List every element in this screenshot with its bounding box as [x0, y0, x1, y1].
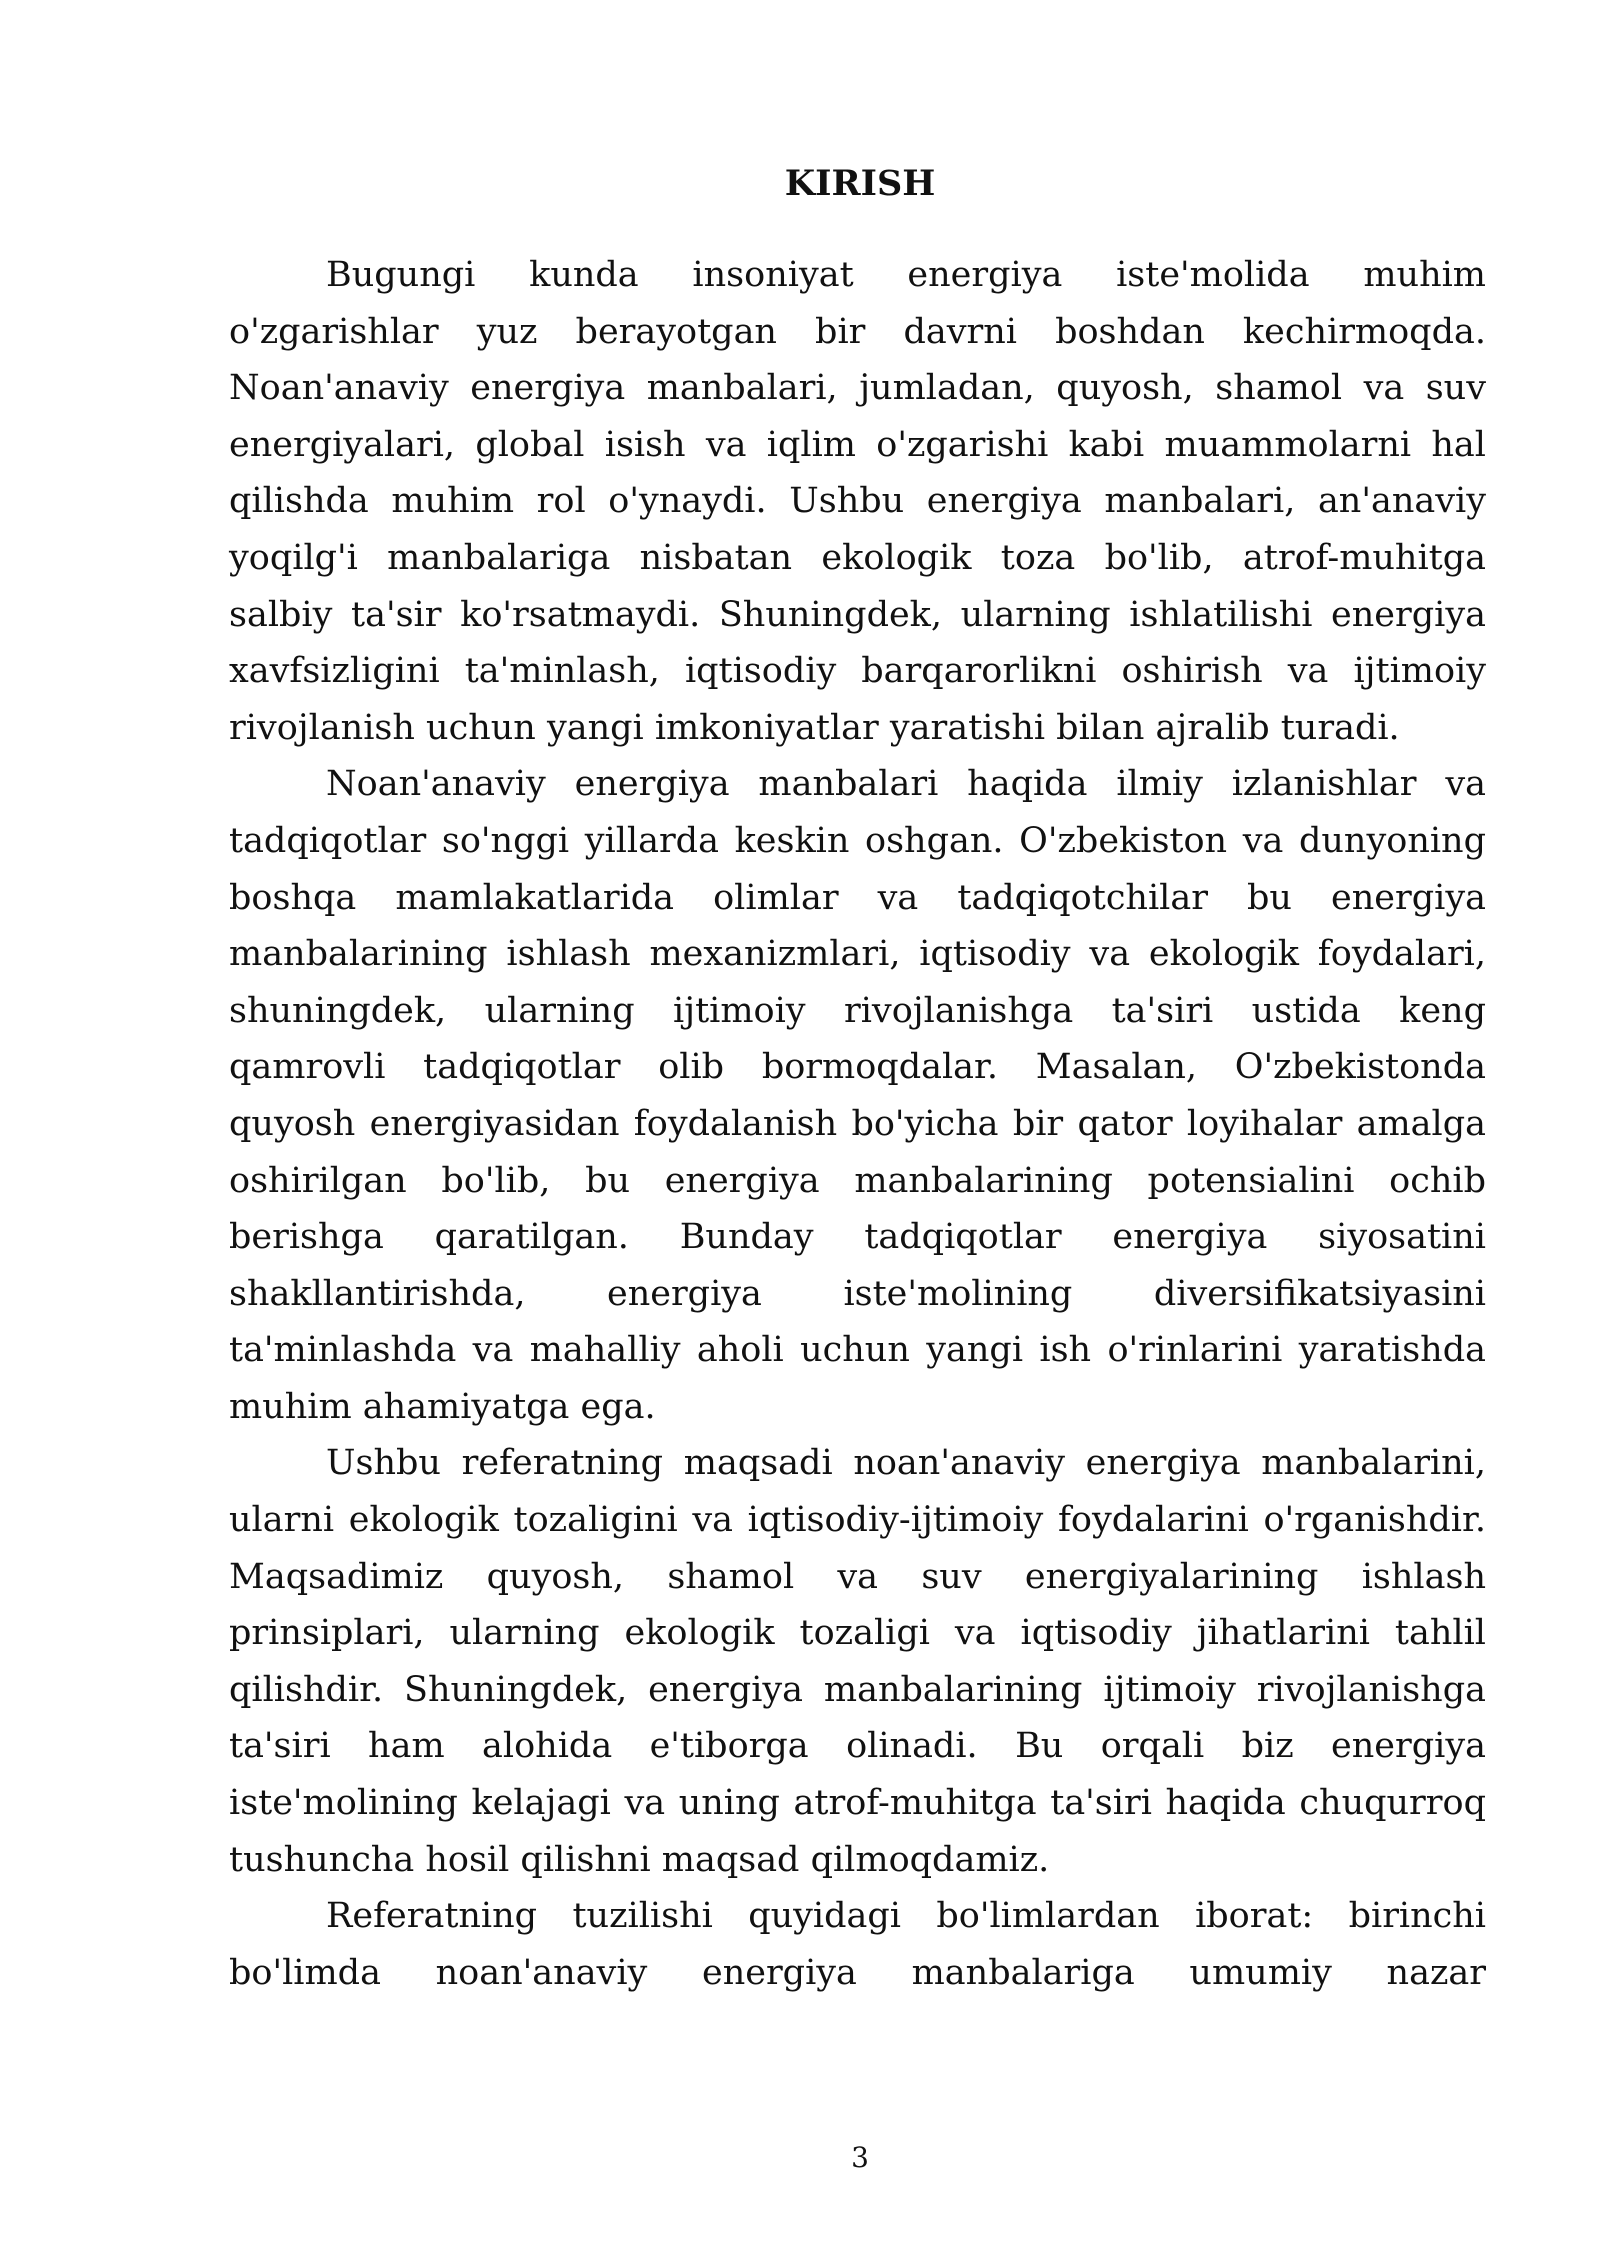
page-number: 3	[851, 2141, 869, 2174]
paragraph-3: Ushbu referatning maqsadi noan'anaviy energiya manbalarini, ularni ekologik tozaligini va iqtisodiy-ijtimoiy foydalarini o'rganishdir. Maqsadimiz quyosh, shamol va suv energiyalarining ishlash prinsiplari, ularning ekologik tozaligi va iqtisodiy jihatlarini tahlil qilishdir. Shuningdek, energiya manbalarining ijtimoiy rivojlanishga ta'siri ham alohida e'tiborga olinadi. Bu orqali biz energiya iste'molining kelajagi va uning atrof-muhitga ta'siri haqida chuqurroq tushuncha hosil qilishni maqsad qilmoqdamiz.	[229, 1443, 1486, 1880]
paragraph-4: Referatning tuzilishi quyidagi bo'limlardan iborat: birinchi bo'limda noan'anaviy energiya manbalariga umumiy nazar	[229, 1896, 1486, 1993]
section-title: KIRISH	[784, 163, 936, 204]
body-text	[229, 247, 1486, 2001]
paragraph-1: Bugungi kunda insoniyat energiya iste'molida muhim o'zgarishlar yuz berayotgan bir davrni boshdan kechirmoqda. Noan'anaviy energiya manbalari, jumladan, quyosh, shamol va suv energiyalari, global isish va iqlim o'zgarishi kabi muammolarni hal qilishda muhim rol o'ynaydi. Ushbu energiya manbalari, an'anaviy yoqilg'i manbalariga nisbatan ekologik toza bo'lib, atrof-muhitga salbiy ta'sir ko'rsatmaydi. Shuningdek, ularning ishlatilishi energiya xavfsizligini ta'minlash, iqtisodiy barqarorlikni oshirish va ijtimoiy rivojlanish uchun yangi imkoniyatlar yaratishi bilan ajralib turadi.	[229, 255, 1486, 748]
paragraph-2: Noan'anaviy energiya manbalari haqida ilmiy izlanishlar va tadqiqotlar so'nggi yillarda keskin oshgan. O'zbekiston va dunyoning boshqa mamlakatlarida olimlar va tadqiqotchilar bu energiya manbalarining ishlash mexanizmlari, iqtisodiy va ekologik foydalari, shuningdek, ularning ijtimoiy rivojlanishga ta'siri ustida keng qamrovli tadqiqotlar olib bormoqdalar. Masalan, O'zbekistonda quyosh energiyasidan foydalanish bo'yicha bir qator loyihalar amalga oshirilgan bo'lib, bu energiya manbalarining potensialini ochib berishga qaratilgan. Bunday tadqiqotlar energiya siyosatini shakllantirishda, energiya iste'molining diversifikatsiyasini ta'minlashda va mahalliy aholi uchun yangi ish o'rinlarini yaratishda muhim ahamiyatga ega.	[229, 764, 1486, 1427]
